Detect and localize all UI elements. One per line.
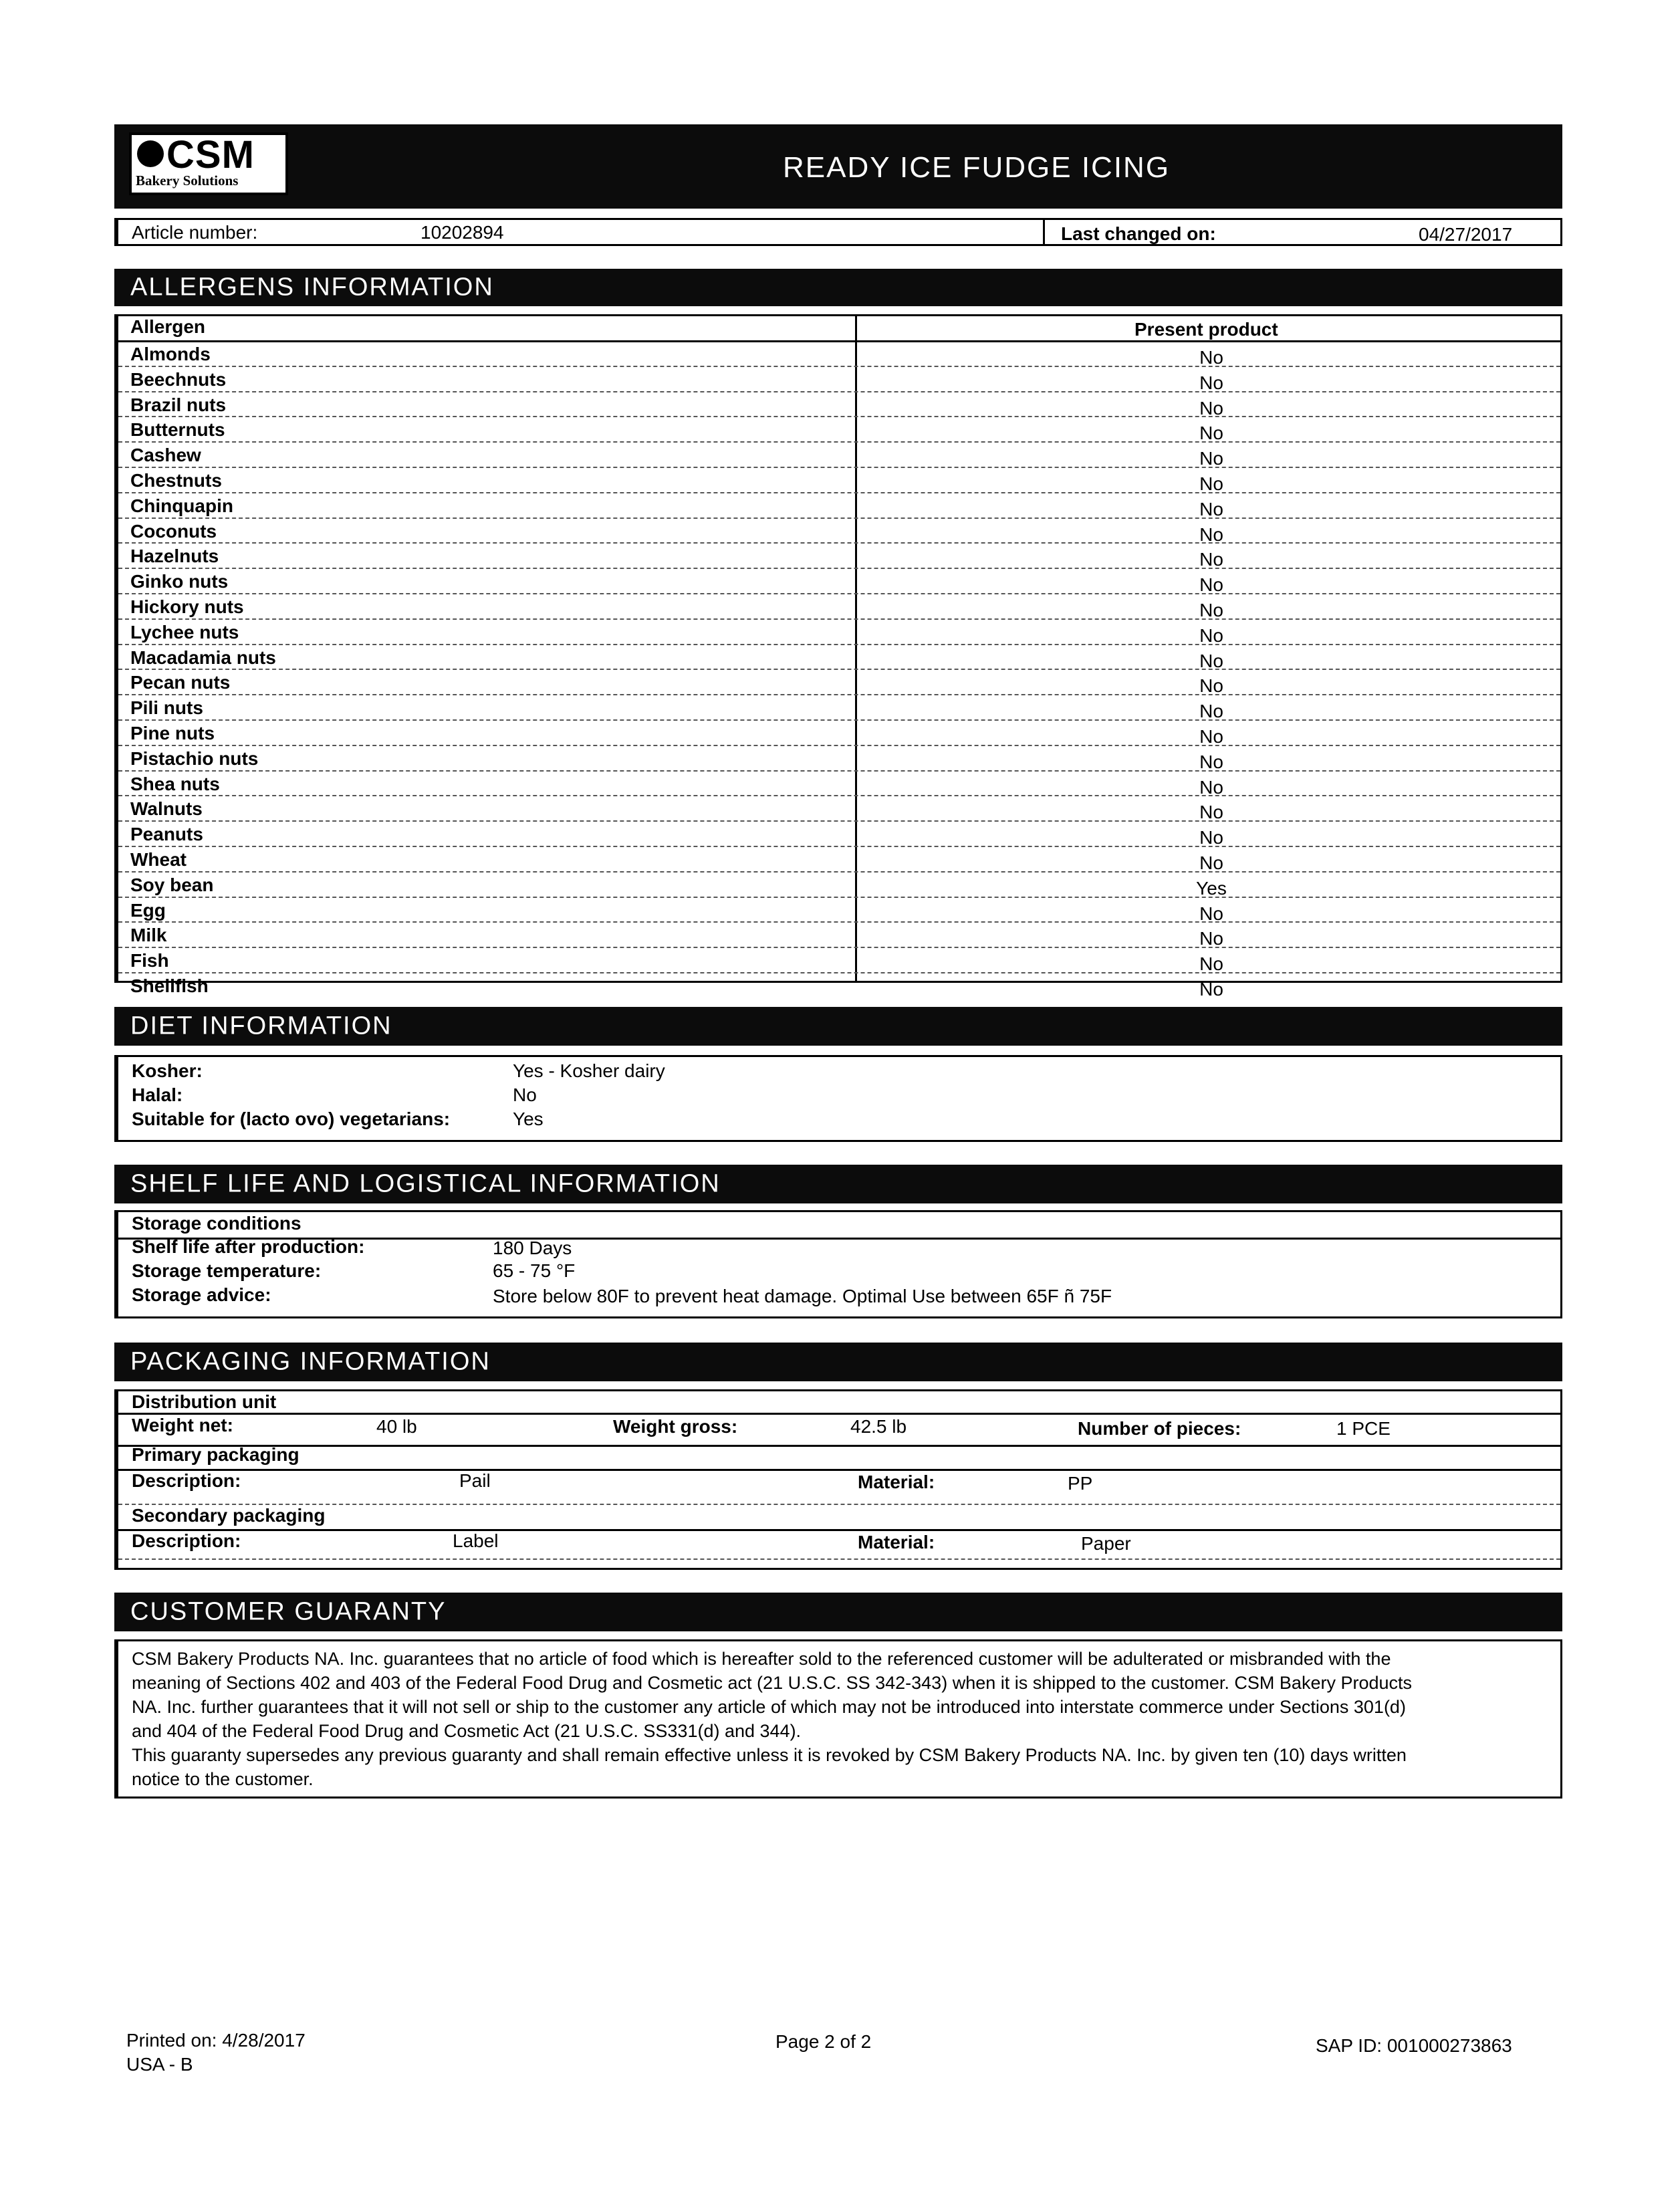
allergen-name: Peanuts: [130, 824, 203, 845]
product-title: READY ICE FUDGE ICING: [783, 151, 1171, 184]
weight-gross-label: Weight gross:: [613, 1416, 738, 1437]
packaging-rule-3: [118, 1469, 1560, 1471]
secondary-description-label: Description:: [132, 1530, 241, 1551]
allergen-name: Butternuts: [130, 419, 225, 441]
allergen-row: [118, 822, 1560, 847]
shelf-section-title: SHELF LIFE AND LOGISTICAL INFORMATION: [130, 1169, 721, 1198]
allergen-row: [118, 948, 1560, 973]
packaging-rule-6: [118, 1558, 1560, 1560]
allergen-name: Coconuts: [130, 520, 217, 542]
allergen-name: Chestnuts: [130, 470, 222, 491]
allergen-row: [118, 569, 1560, 594]
primary-description-value: Pail: [459, 1470, 491, 1491]
shelf-section-bar: [114, 1165, 1562, 1203]
secondary-material-label: Material:: [858, 1532, 935, 1552]
allergen-row: [118, 367, 1560, 392]
csm-logo: [129, 132, 288, 195]
weight-net-label: Weight net:: [132, 1415, 233, 1435]
allergen-name: Pine nuts: [130, 723, 215, 743]
packaging-rule-5: [118, 1529, 1560, 1531]
allergen-name: Almonds: [130, 344, 211, 364]
allergen-present-value: No: [1199, 701, 1223, 722]
weight-net-value: 40 lb: [376, 1416, 417, 1437]
guaranty-section-title: CUSTOMER GUARANTY: [130, 1597, 447, 1626]
shelf-life-label: Shelf life after production:: [132, 1236, 365, 1257]
packaging-rule-2: [118, 1445, 1560, 1447]
allergen-present-value: No: [1199, 928, 1223, 949]
last-changed-label: Last changed on:: [1061, 223, 1216, 244]
allergen-name: Shea nuts: [130, 773, 220, 794]
allergen-name: Walnuts: [130, 798, 203, 820]
header-bar: [114, 124, 1562, 209]
packaging-section-title: PACKAGING INFORMATION: [130, 1347, 491, 1376]
allergen-row: [118, 898, 1560, 923]
allergen-row: [118, 519, 1560, 544]
allergen-present-value: No: [1199, 347, 1223, 368]
allergen-name: Ginko nuts: [130, 571, 229, 592]
allergen-present-value: No: [1199, 423, 1223, 444]
allergen-present-value: No: [1199, 372, 1223, 393]
allergen-name: Egg: [130, 899, 166, 921]
vegetarian-value: Yes: [513, 1109, 544, 1129]
allergen-present-value: No: [1199, 524, 1223, 545]
allergen-row: [118, 417, 1560, 443]
halal-value: No: [513, 1084, 537, 1105]
allergen-rows: [118, 342, 1560, 1000]
article-divider: [1043, 220, 1045, 246]
allergen-name: Pistachio nuts: [130, 747, 259, 769]
allergen-row: [118, 772, 1560, 797]
allergen-row: [118, 493, 1560, 519]
allergen-present-value: No: [1199, 473, 1223, 494]
allergen-row: [118, 468, 1560, 493]
allergen-name: Macadamia nuts: [130, 647, 276, 668]
allergen-name: Pili nuts: [130, 697, 203, 719]
allergen-present-value: Yes: [1196, 877, 1227, 899]
allergen-present-value: No: [1199, 397, 1223, 419]
allergen-row: [118, 973, 1560, 999]
allergen-present-value: No: [1199, 624, 1223, 646]
allergen-row: [118, 392, 1560, 418]
guaranty-line: notice to the customer.: [132, 1769, 314, 1789]
allergen-present-value: No: [1199, 903, 1223, 924]
allergen-present-value: No: [1199, 498, 1223, 519]
article-row: [114, 218, 1562, 246]
allergen-name: Wheat: [130, 849, 187, 870]
allergen-present-value: No: [1199, 650, 1223, 671]
allergen-name: Lychee nuts: [130, 621, 239, 643]
allergen-name: Cashew: [130, 445, 201, 466]
secondary-material-value: Paper: [1081, 1533, 1131, 1554]
logo-subtext: Bakery Solutions: [136, 172, 239, 189]
allergen-present-value: No: [1199, 776, 1223, 798]
allergen-row: [118, 721, 1560, 746]
packaging-table: [114, 1389, 1562, 1570]
allergen-name: Hickory nuts: [130, 596, 244, 617]
storage-temperature-value: 65 - 75 °F: [493, 1260, 576, 1281]
last-changed-value: 04/27/2017: [1419, 224, 1513, 245]
allergen-row: [118, 695, 1560, 721]
allergen-present-value: No: [1199, 953, 1223, 975]
allergen-name: Pecan nuts: [130, 672, 231, 693]
allergen-present-value: No: [1199, 802, 1223, 823]
allergen-name: Beechnuts: [130, 368, 227, 390]
weight-gross-value: 42.5 lb: [850, 1416, 907, 1437]
allergen-row: [118, 873, 1560, 898]
secondary-packaging-heading: Secondary packaging: [132, 1505, 326, 1526]
diet-table: [114, 1055, 1562, 1142]
allergen-present-value: No: [1199, 675, 1223, 697]
number-of-pieces-label: Number of pieces:: [1078, 1418, 1241, 1439]
allergen-name: Fish: [130, 950, 169, 971]
guaranty-line: meaning of Sections 402 and 403 of the Federal Food Drug and Cosmetic act (21 U.S.C. SS 342-343) when it is shipped to the customer. CSM Bakery Products: [132, 1673, 1413, 1693]
diet-section-title: DIET INFORMATION: [130, 1012, 392, 1040]
storage-conditions-heading: Storage conditions: [132, 1213, 302, 1234]
logo-text: CSM: [166, 133, 255, 177]
allergen-present-value: No: [1199, 751, 1223, 772]
allergen-row: [118, 796, 1560, 822]
storage-temperature-label: Storage temperature:: [132, 1260, 322, 1281]
allergen-name: Brazil nuts: [130, 394, 227, 415]
halal-label: Halal:: [132, 1084, 183, 1105]
allergen-row: [118, 923, 1560, 948]
allergen-column-header: Allergen: [130, 316, 206, 337]
allergen-name: Chinquapin: [130, 495, 233, 516]
shelf-life-value: 180 Days: [493, 1238, 572, 1258]
allergens-section-bar: [114, 269, 1562, 306]
region-code: USA - B: [126, 2054, 193, 2075]
sap-id: SAP ID: 001000273863: [1316, 2035, 1512, 2056]
page-number: Page 2 of 2: [775, 2031, 872, 2052]
printed-on: Printed on: 4/28/2017: [126, 2030, 306, 2051]
allergen-name: Shellfish: [130, 975, 209, 996]
allergen-name: Milk: [130, 925, 167, 946]
primary-material-value: PP: [1068, 1473, 1093, 1494]
allergen-present-value: No: [1199, 852, 1223, 873]
present-product-column-header: Present product: [1134, 319, 1278, 340]
allergen-row: [118, 746, 1560, 772]
allergen-present-value: No: [1199, 448, 1223, 469]
allergen-present-value: No: [1199, 726, 1223, 747]
primary-material-label: Material:: [858, 1472, 935, 1492]
allergen-row: [118, 645, 1560, 671]
packaging-rule-1: [118, 1413, 1560, 1415]
guaranty-line: This guaranty supersedes any previous guaranty and shall remain effective unless it is revoked by CSM Bakery Products NA. Inc. by given ten (10) days written: [132, 1745, 1407, 1765]
allergen-row: [118, 847, 1560, 873]
diet-section-bar: [114, 1007, 1562, 1046]
primary-packaging-heading: Primary packaging: [132, 1444, 299, 1465]
primary-description-label: Description:: [132, 1470, 241, 1491]
secondary-description-value: Label: [453, 1530, 499, 1551]
guaranty-section-bar: [114, 1593, 1562, 1631]
allergen-row: [118, 443, 1560, 468]
allergen-row: [118, 620, 1560, 645]
allergens-section-title: ALLERGENS INFORMATION: [130, 273, 494, 302]
allergen-present-value: No: [1199, 574, 1223, 596]
guaranty-line: CSM Bakery Products NA. Inc. guarantees that no article of food which is hereafter sold to the referenced customer will be adulterated or misbranded with the: [132, 1649, 1391, 1669]
allergen-present-value: No: [1199, 979, 1223, 1000]
kosher-value: Yes - Kosher dairy: [513, 1060, 665, 1081]
guaranty-line: and 404 of the Federal Food Drug and Cosmetic Act (21 U.S.C. SS331(d) and 344).: [132, 1721, 802, 1741]
storage-advice-value: Store below 80F to prevent heat damage. Optimal Use between 65F ñ 75F: [493, 1286, 1112, 1306]
guaranty-box: [114, 1639, 1562, 1799]
allergen-row: [118, 342, 1560, 367]
allergen-present-value: No: [1199, 827, 1223, 848]
allergen-row: [118, 594, 1560, 620]
kosher-label: Kosher:: [132, 1060, 203, 1081]
allergen-name: Hazelnuts: [130, 546, 219, 567]
vegetarian-label: Suitable for (lacto ovo) vegetarians:: [132, 1109, 451, 1129]
number-of-pieces-value: 1 PCE: [1336, 1418, 1391, 1439]
allergen-row: [118, 670, 1560, 695]
storage-advice-label: Storage advice:: [132, 1284, 271, 1305]
article-number-value: 10202894: [421, 222, 504, 243]
packaging-rule-4: [118, 1504, 1560, 1505]
allergen-row: [118, 544, 1560, 569]
allergen-name: Soy bean: [130, 874, 214, 895]
logo-globe-icon: [137, 140, 164, 167]
guaranty-text: [132, 1647, 1549, 1791]
distribution-unit-heading: Distribution unit: [132, 1391, 277, 1412]
guaranty-line: NA. Inc. further guarantees that it will not sell or ship to the customer any article of which may not be introduced into interstate commerce under Sections 301(d): [132, 1697, 1406, 1717]
allergens-table: [114, 314, 1562, 1000]
packaging-section-bar: [114, 1343, 1562, 1381]
allergen-present-value: No: [1199, 549, 1223, 570]
shelf-table: [114, 1210, 1562, 1318]
article-number-label: Article number:: [132, 222, 258, 243]
allergen-present-value: No: [1199, 600, 1223, 620]
